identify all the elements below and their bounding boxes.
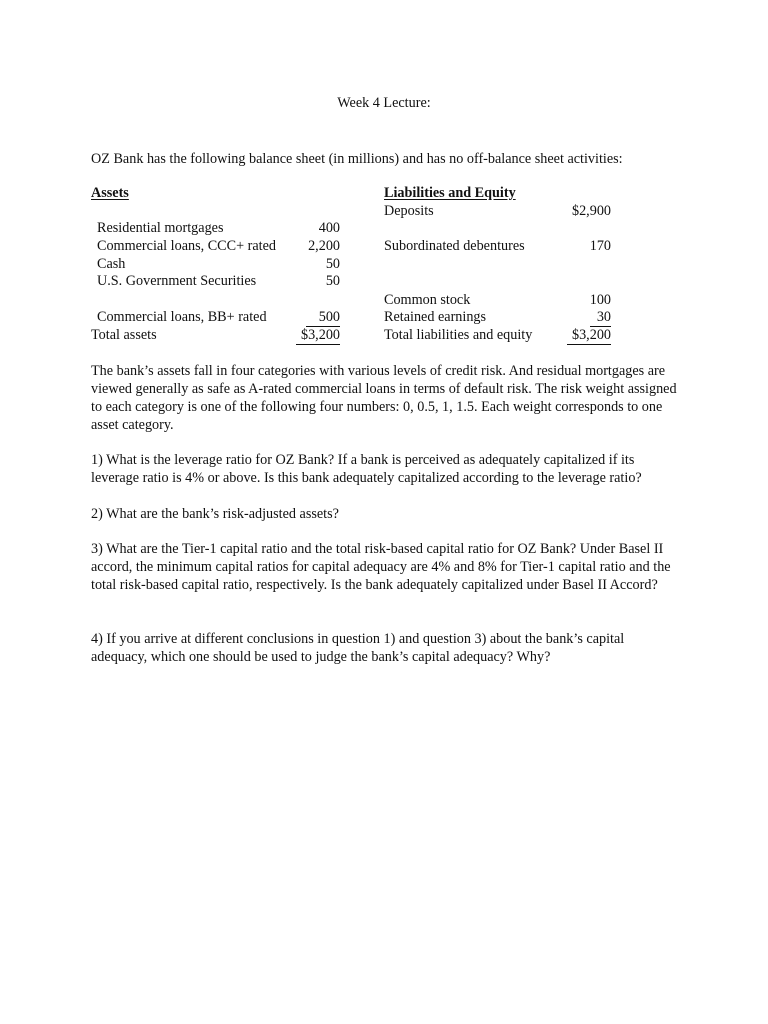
asset-label: Commercial loans, BB+ rated: [97, 309, 267, 325]
asset-label: Residential mortgages: [97, 220, 224, 236]
asset-label: Cash: [97, 256, 126, 272]
question-3: 3) What are the Tier-1 capital ratio and the total risk-based capital ratio for OZ Bank? Under Basel II accord, the minimum capital ratios for capital adequacy are 4% and 8% for Tier-1 capital ratio and the total risk-based capital ratio, respectively. Is the bank adequately capitalized under Basel II Accord?: [91, 541, 671, 593]
intro-text: OZ Bank has the following balance sheet (in millions) and has no off-balance sheet activities:: [91, 151, 623, 167]
asset-value: 2,200: [308, 238, 340, 254]
asset-label: Commercial loans, CCC+ rated: [97, 238, 277, 254]
risk-categories-paragraph: The bank’s assets fall in four categories with various levels of credit risk. And residual mortgages are viewed generally as safe as A-rated commercial loans in terms of default risk. The risk weight assigned to each category is one of the following four numbers: 0, 0.5, 1, 1.5. Each weight corresponds to one asset category.: [91, 363, 677, 433]
asset-label: U.S. Government Securities: [97, 273, 257, 289]
total-liabilities-value: $3,200: [567, 326, 611, 345]
asset-value-underlined: 500: [306, 308, 340, 327]
asset-value: 50: [325, 256, 340, 272]
question-1: 1) What is the leverage ratio for OZ Bank? If a bank is perceived as adequately capitalized if its leverage ratio is 4% or above. Is this bank adequately capitalized according to the leverage ratio?: [91, 452, 642, 486]
asset-value: 400: [318, 220, 340, 236]
question-2: 2) What are the bank’s risk-adjusted assets?: [91, 506, 339, 522]
liability-value: 170: [589, 238, 611, 254]
question-4: 4) If you arrive at different conclusions in question 1) and question 3) about the bank’s capital adequacy, which one should be used to judge the bank’s capital adequacy? Why?: [91, 631, 625, 665]
total-assets-label: Total assets: [91, 327, 157, 343]
liability-value-underlined: 30: [590, 308, 611, 327]
total-assets-value: $3,200: [296, 326, 340, 345]
liability-label: Common stock: [384, 292, 471, 308]
asset-value: 50: [325, 273, 340, 289]
liability-label: Deposits: [384, 203, 434, 219]
liability-value: 100: [589, 292, 611, 308]
assets-heading: Assets: [91, 185, 129, 201]
liability-value: $2,900: [571, 203, 611, 219]
total-liabilities-label: Total liabilities and equity: [384, 327, 533, 343]
liability-label: Retained earnings: [384, 309, 487, 325]
liability-label: Subordinated debentures: [384, 238, 525, 254]
page-title: Week 4 Lecture:: [337, 95, 431, 111]
liabilities-heading: Liabilities and Equity: [384, 185, 516, 201]
